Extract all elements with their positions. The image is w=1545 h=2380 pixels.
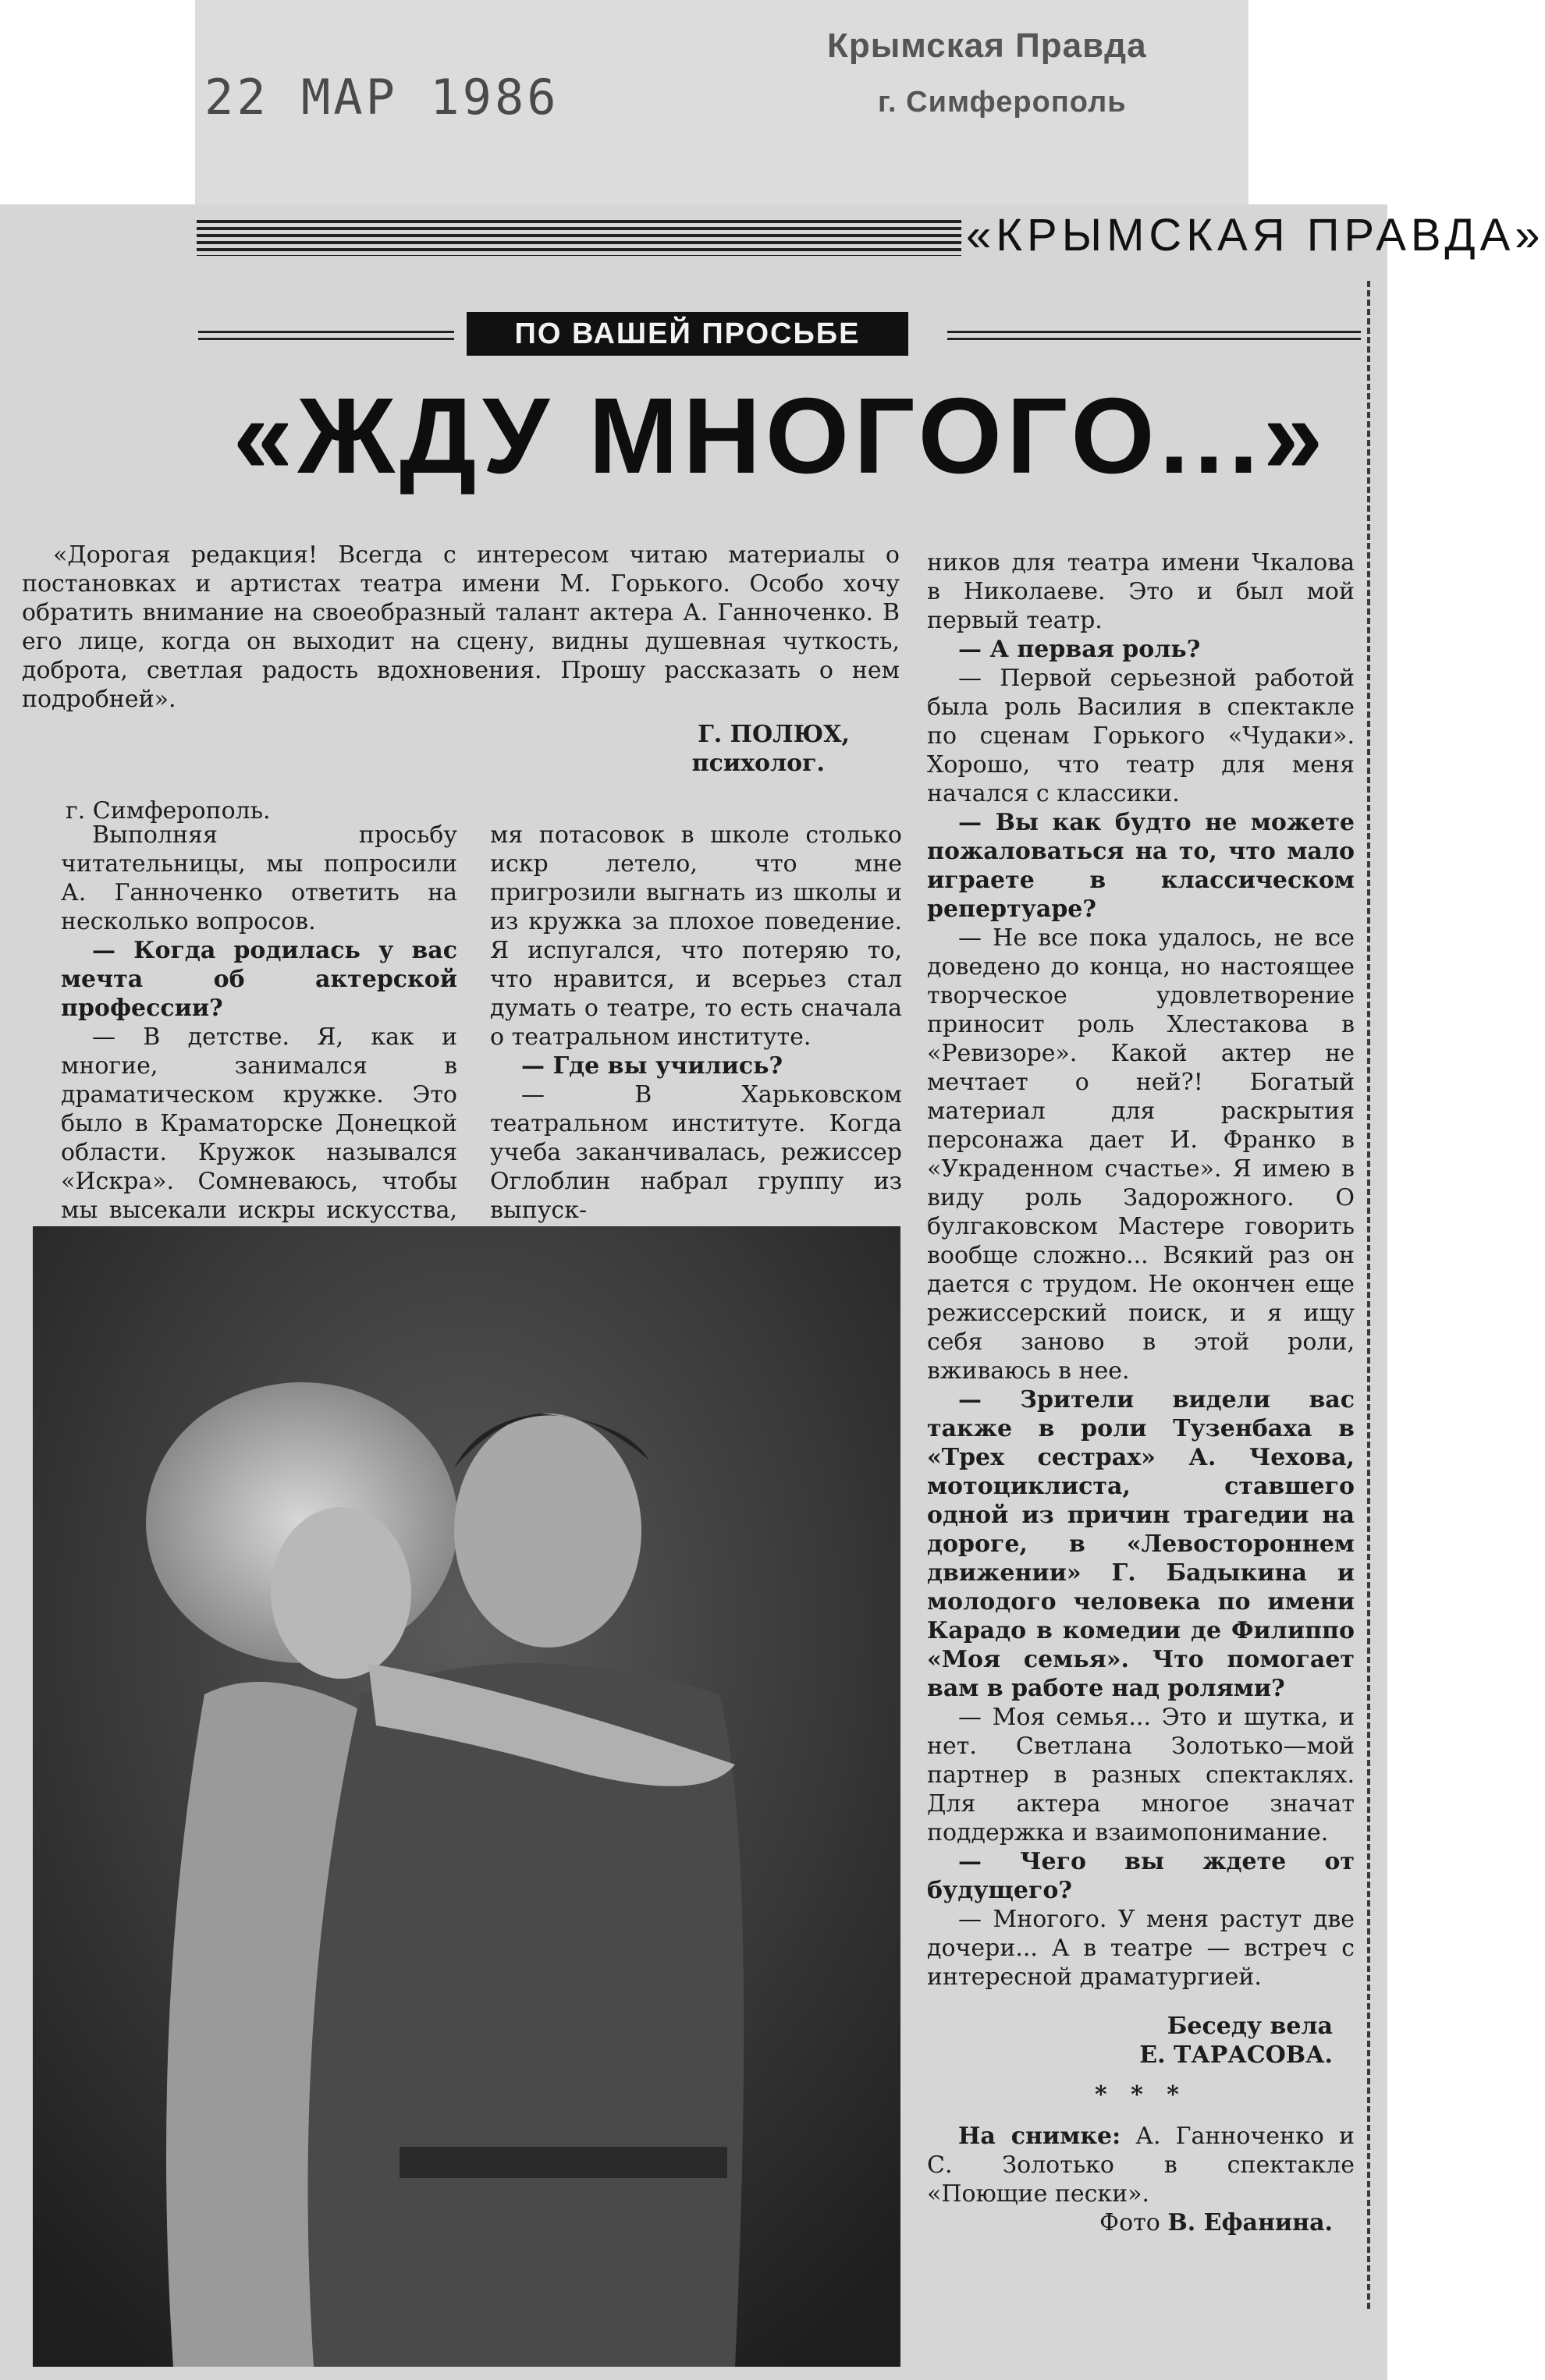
date-stamp: 22 МАР 1986 <box>204 69 559 126</box>
credit-name: В. Ефанина. <box>1167 2209 1333 2236</box>
article-column-2 <box>490 821 902 1225</box>
woman-face <box>271 1507 411 1679</box>
paragraph: Выполняя просьбу читательницы, мы попросили А. Ганноченко ответить на несколько вопросов. <box>61 821 457 935</box>
interviewer-name: Е. ТАРАСОВА. <box>1139 2041 1333 2069</box>
paragraph: — Многого. У меня растут две дочери... А в театре — встреч с интересной драматургией. <box>927 1906 1355 1991</box>
letter-signature-role: психолог. <box>691 750 825 777</box>
interviewer-label: Беседу вела <box>1167 2013 1333 2040</box>
city-stamp: г. Симферополь <box>878 86 1127 119</box>
rubric-rule-right <box>947 331 1361 340</box>
interview-question: — Зрители видели вас также в роли Тузенбаха в «Трех сестрах» А. Чехова, мотоциклиста, ставшего одной из причин трагедии на дороге, в «Левостороннем движении» Г. Бадыкина и молодого человека по имени Карадо в комедии де Филиппо «Моя семья». Что помогает вам в работе над ролями? <box>927 1386 1355 1702</box>
paragraph: — Первой серьезной работой была роль Василия в спектакле по сценам Горького «Чудаки». Хорошо, что театр для меня начался с классики. <box>927 665 1355 807</box>
belt <box>400 2147 727 2178</box>
credit-label: Фото <box>1099 2209 1160 2236</box>
photo-credit <box>927 2208 1333 2237</box>
photo-caption <box>927 2122 1355 2208</box>
masthead-rule <box>197 220 961 256</box>
man-face <box>454 1413 641 1648</box>
interview-question: — Вы как будто не можете пожаловаться на то, что мало играете в классическом репертуаре? <box>927 809 1355 923</box>
rubric-label: ПО ВАШЕЙ ПРОСЬБЕ <box>467 312 908 356</box>
article-column-3 <box>927 548 1355 2237</box>
letter-body: «Дорогая редакция! Всегда с интересом читаю материалы о постановках и артистах театра имени М. Горького. Особо хочу обратить внимание на своеобразный талант актера А. Ганноченко. В его лице, когда он выходит на сцену, видны душевная чуткость, доброта, светлая радость вдохновения. Прошу рассказать о нем подробней». <box>22 541 900 713</box>
caption-text: А. Ганноченко и С. Золотько в спектакле «Поющие пески». <box>927 2123 1355 2208</box>
caption-label: На снимке: <box>958 2123 1121 2150</box>
stage-photo <box>33 1226 900 2367</box>
headline: «ЖДУ МНОГОГО...» <box>233 376 1328 496</box>
interview-question: — Где вы учились? <box>521 1052 783 1080</box>
interview-question: — Чего вы ждете от будущего? <box>927 1848 1355 1904</box>
paragraph: — Моя семья... Это и шутка, и нет. Светлана Золотько—мой партнер в разных спектаклях. Для актера многое значат поддержка и взаимопонимание. <box>927 1704 1355 1846</box>
paragraph: — В Харьковском театральном институте. Когда учеба заканчивалась, режиссер Оглоблин набрал группу из выпуск- <box>490 1081 902 1224</box>
reader-letter <box>22 541 900 825</box>
torn-edge <box>1367 281 1370 2309</box>
stage-photo-illustration <box>33 1226 900 2367</box>
paragraph: мя потасовок в школе столько искр летело, что мне пригрозили выгнать из школы и из кружка за плохое поведение. Я испугался, что потеряю то, что нравится, и всерьез стал думать о театре, то есть сначала о театральном институте. <box>490 821 902 1051</box>
paragraph: — В детстве. Я, как и многие, занимался в драматическом кружке. Это было в Краматорске Донецкой области. Кружок назывался «Искра». Сомневаюсь, чтобы мы высекали искры искусства, <box>61 1023 457 1224</box>
interview-question: — А первая роль? <box>958 636 1201 663</box>
newspaper-stamp: Крымская Правда <box>827 27 1147 65</box>
masthead: «КРЫМСКАЯ ПРАВДА» <box>966 210 1545 261</box>
interview-question: — Когда родилась у вас мечта об актерской профессии? <box>61 937 457 1022</box>
paragraph: — Не все пока удалось, не все доведено до конца, но настоящее творческое удовлетворение приносит роль Хлестакова в «Ревизоре». Какой актер не мечтает о ней?! Богатый материал для раскрытия персонажа дает И. Франко в «Украденном счастье». Я имею в виду роль Задорожного. О булгаковском Мастере говорить вообще сложно... Всякий раз он дается с трудом. Не окончен еще режиссерский поиск, и я ищу себя заново в этой роли, вживаюсь в нее. <box>927 924 1355 1385</box>
article-column-1 <box>61 821 457 1254</box>
letter-city: г. Симферополь. <box>66 797 271 825</box>
letter-signature: Г. ПОЛЮХ, <box>698 721 850 748</box>
paragraph: ников для театра имени Чкалова в Николаеве. Это и был мой первый театр. <box>927 549 1355 634</box>
separator: * * * <box>1095 2081 1187 2109</box>
rubric-rule-left <box>198 331 454 340</box>
